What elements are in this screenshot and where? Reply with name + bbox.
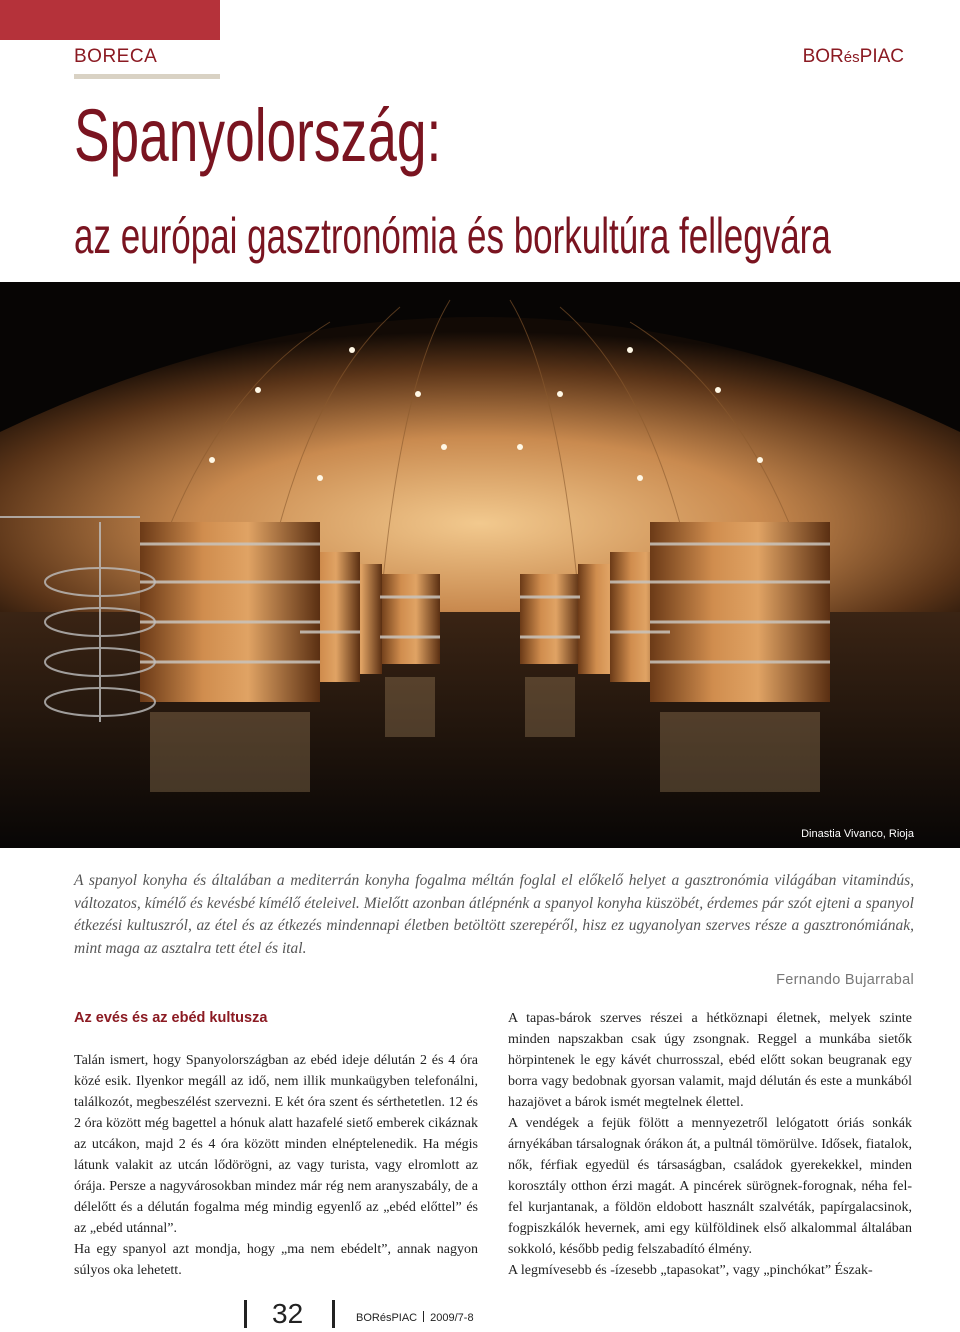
brand-piac: PIAC (859, 46, 904, 67)
cellar-illustration (0, 282, 960, 848)
footer-brand: BORésPIAC (356, 1312, 418, 1324)
paragraph: A tapas-bárok szerves részei a hétköznapi életnek, melyek szinte minden napszakban csak úgy zsongnak. Reggel a munkába sietők hörpintenek le egy kávét churrosszal, ebéd előtt sokan beugranak egy borra vagy bedobnak gyorsan valamit, majd délután és este a munkából hazajövet a bárok ismét megtelnek élettel. (508, 1011, 912, 1110)
left-column (74, 1008, 478, 1281)
section-rule (74, 74, 220, 79)
article-lead: A spanyol konyha és általában a mediterrán konyha fogalma méltán foglal el előkelő helyet a gasztronómia világában vitamindús, változatos, kímélő és kevésbé kímélő ételeivel. Mielőtt azonban átlépnénk a spanyol konyha küszöbét, érdemes pár szót ejteni a spanyol étkezési kultuszról, az étel és az étkezés mindennapi életben betöltött szerepéről, hisz ez ugyanolyan szerves része a gasztronómiának, mint maga az asztalra tett étel és ital. (74, 872, 914, 957)
page-number: 32 (272, 1298, 304, 1329)
paragraph: Ha egy spanyol azt mondja, hogy „ma nem ebédelt”, annak nagyon súlyos oka lehetett. (74, 1242, 478, 1278)
brand-es: és (843, 49, 860, 66)
footer-issue: 2009/7-8 (430, 1312, 474, 1324)
paragraph: Talán ismert, hogy Spanyolországban az ebéd ideje délután 2 és 4 óra közé esik. Ilyenkor megáll az idő, nem illik munkaügyben telefonálni, találkozót, megbeszélést szervezni. E két óra szent és sérthetetlen. 12 és 2 óra között még bagettel a hónuk alatt hazafelé siető emberek cikáznak az utcákon, majd 2 és 4 óra között minden elnéptelenedik. Ha mégis látunk valakit az utcán lődörögni, az vagy turista, vagy elromlott az órája. Persze a nagyvárosokban mindez már rég nem aranyszabály, de a délelőtt és a délután fogalma még mindig egyenlő az „ebéd előttel” és az „ebéd utánnal”. (74, 1053, 478, 1236)
top-color-band (0, 0, 220, 40)
footer-divider (332, 1300, 335, 1328)
article-title: Spanyolország: (74, 94, 442, 177)
article-author: Fernando Bujarrabal (776, 972, 914, 988)
winery-cellar-photo (0, 282, 960, 848)
article-subtitle: az európai gasztronómia és borkultúra fellegvára (74, 208, 831, 264)
section-heading: Az evés és az ebéd kultusza (74, 1010, 268, 1026)
magazine-brand (803, 46, 904, 68)
paragraph: A legmívesebb és -ízesebb „tapasokat”, vagy „pinchókat” Észak- (508, 1263, 873, 1278)
paragraph: A vendégek a fejük fölött a mennyezetről lelógatott óriás sonkák árnyékában társalognak órákon át, a pultnál tömörülve. Idősek, fiatalok, nők, férfiak egyedül és társaságban, családok gyerekekkel, minden korosztály otthon érzi magát. A pincérek sürögnek-forognak, néha fel-fel kurjantanak, a földön eldobott használt szalvéták, papírgalacsinok, fogpiszkálók hevernek, ami egy külföldinek első alkalommal általában sokkoló, később pedig felszabadító élmény. (508, 1116, 912, 1257)
footer-divider (244, 1300, 247, 1328)
footer-separator (423, 1311, 424, 1322)
photo-caption: Dinastia Vivanco, Rioja (801, 828, 914, 840)
section-label: BORECA (74, 46, 158, 67)
brand-bor: BOR (802, 46, 844, 67)
footer-publication (356, 1311, 474, 1324)
right-column (508, 1008, 912, 1281)
page-footer (0, 1296, 960, 1332)
